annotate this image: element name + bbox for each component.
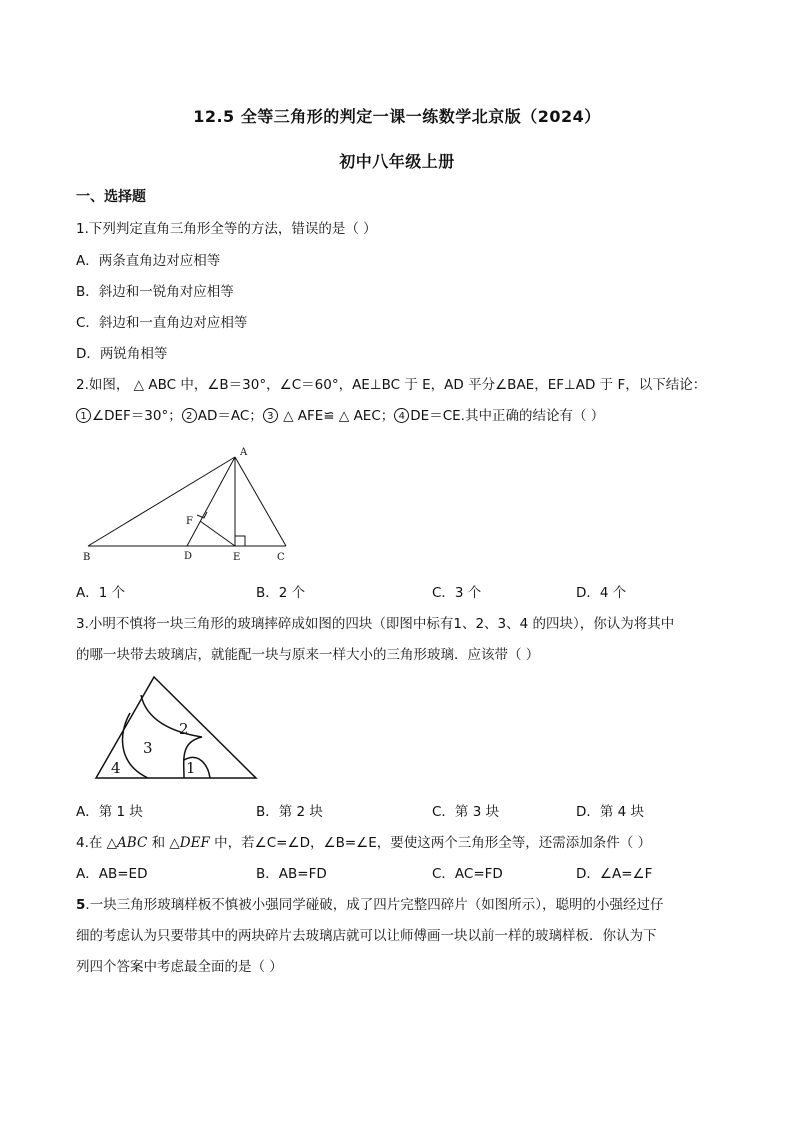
segment-ef: [200, 521, 235, 546]
q4-triangle-def: △DEF: [169, 835, 210, 851]
piece-label-3: 3: [143, 739, 153, 757]
q1-option-d: D．两锐角相等: [76, 346, 168, 362]
q2-conclusion-3: △ AFE≌ △ AEC；: [278, 408, 395, 424]
q3-option-a: A．第 1 块: [76, 804, 143, 820]
q5-text: .一块三角形玻璃样板不慎被小强同学碰破，成了四片完整四碎片（如图所示），聪明的小强经过仔: [85, 897, 664, 913]
vertex-label-c: C: [277, 552, 285, 563]
right-angle-mark-e: [235, 536, 245, 546]
q2-conclusion-1: ∠DEF＝30°；: [92, 408, 182, 424]
q4-text: 4.在: [76, 835, 107, 851]
q5-stem-line1: [76, 893, 663, 913]
piece-label-1: 1: [186, 759, 196, 777]
q3-option-b: B．第 2 块: [256, 804, 323, 820]
q2-triangle-figure: [76, 440, 316, 570]
segment-ad: [187, 457, 235, 546]
circled-number: 4: [394, 408, 409, 423]
q2-stem-line1: 2.如图， △ ABC 中，∠B＝30°，∠C＝60°，AE⊥BC 于 E，AD 平分∠BAE，EF⊥AD 于 F，以下结论：: [76, 377, 707, 393]
circled-number: 2: [182, 408, 197, 423]
q3-broken-glass-figure: [90, 674, 262, 784]
vertex-label-d: D: [184, 551, 193, 562]
q3-stem-line1: 3.小明不慎将一块三角形的玻璃摔碎成如图的四块（即图中标有1、2、3、4 的四块），你认为将其中: [76, 616, 675, 632]
q5-stem-line3: 列四个答案中考虑最全面的是（ ）: [76, 959, 283, 975]
right-angle-mark-f: [197, 512, 207, 518]
q4-option-c: C．AC=FD: [432, 866, 503, 882]
page-subtitle: 初中八年级上册: [339, 152, 455, 171]
q4-option-a: A．AB=ED: [76, 866, 148, 882]
section-heading: 一、选择题: [76, 189, 146, 205]
circled-number: 1: [76, 408, 91, 423]
page-title: 12.5 全等三角形的判定一课一练数学北京版（2024）: [193, 107, 601, 126]
vertex-label-a: A: [240, 447, 248, 458]
circled-number: 3: [263, 408, 278, 423]
q1-option-b: B．斜边和一锐角对应相等: [76, 284, 234, 300]
q2-conclusion-4: DE＝CE.其中正确的结论有（ ）: [410, 408, 605, 424]
segment-ac: [235, 457, 286, 546]
q5-stem-line2: 细的考虑认为只要带其中的两块碎片去玻璃店就可以让师傅画一块以前一样的玻璃样板．你认为下: [76, 928, 657, 944]
q4-stem: [76, 831, 651, 851]
q2-conclusion-2: AD＝AC；: [197, 408, 263, 424]
piece-label-2: 2: [179, 720, 189, 738]
q3-option-d: D．第 4 块: [576, 804, 645, 820]
segment-ab: [88, 457, 235, 546]
q1-stem: 1.下列判定直角三角形全等的方法，错误的是（ ）: [76, 221, 377, 237]
q1-option-a: A．两条直角边对应相等: [76, 253, 221, 269]
q4-text: 和: [147, 835, 170, 851]
q2-option-b: B．2 个: [256, 585, 306, 601]
vertex-label-f: F: [186, 516, 193, 527]
vertex-label-e: E: [233, 552, 241, 563]
q5-number: 5: [76, 897, 86, 913]
q2-option-a: A．1 个: [76, 585, 126, 601]
piece-label-4: 4: [111, 759, 121, 777]
q4-triangle-abc: △ABC: [106, 835, 148, 851]
q2-option-c: C．3 个: [432, 585, 482, 601]
q2-option-d: D．4 个: [576, 585, 627, 601]
q2-stem-line2: [76, 404, 604, 424]
q3-option-c: C．第 3 块: [432, 804, 500, 820]
q3-stem-line2: 的哪一块带去玻璃店，就能配一块与原来一样大小的三角形玻璃．应该带（ ）: [76, 647, 540, 663]
q4-text: 中，若∠C=∠D，∠B=∠E，要使这两个三角形全等，还需添加条件（ ）: [209, 835, 652, 851]
q4-option-b: B．AB=FD: [256, 866, 327, 882]
q4-option-d: D．∠A=∠F: [576, 866, 653, 882]
q1-option-c: C．斜边和一直角边对应相等: [76, 315, 248, 331]
vertex-label-b: B: [83, 552, 91, 563]
